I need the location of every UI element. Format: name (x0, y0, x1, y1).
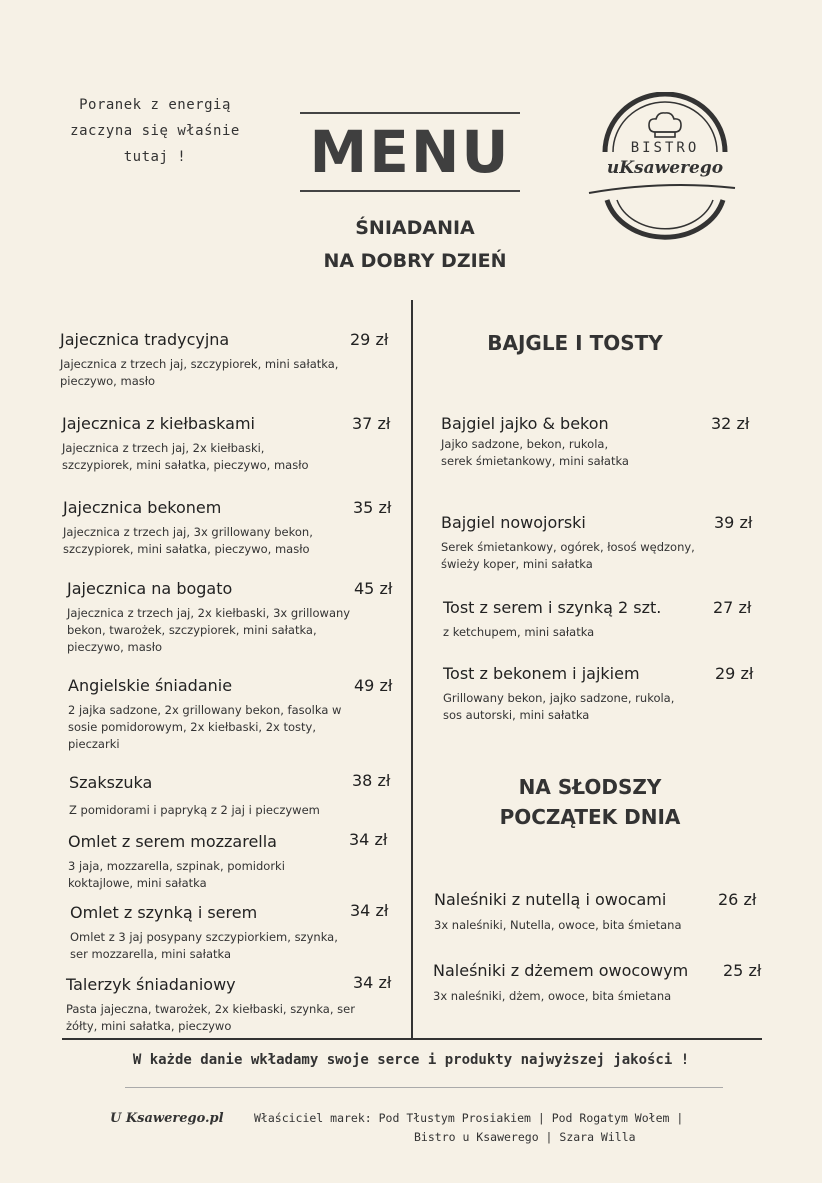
menu-item (434, 890, 764, 934)
item-description: 3x naleśniki, Nutella, owoce, bita śmietana (434, 918, 682, 932)
item-price: 34 zł (349, 830, 388, 849)
item-description: Jajecznica z trzech jaj, 3x grillowany bekon, szczypiorek, mini sałatka, pieczywo, masło (63, 525, 313, 556)
item-description: z ketchupem, mini sałatka (443, 625, 595, 639)
item-price: 32 zł (711, 414, 750, 433)
menu-item (66, 975, 396, 1035)
menu-item (443, 598, 763, 641)
item-name: Tost z bekonem i jajkiem (443, 664, 640, 683)
column-divider (411, 300, 413, 1038)
section-title: BAJGLE I TOSTY (487, 331, 663, 355)
item-name: Naleśniki z dżemem owocowym (433, 961, 689, 980)
logo-top-text: BISTRO (630, 140, 700, 156)
menu-item (69, 773, 399, 819)
section-title (470, 772, 710, 832)
owner-line: Bistro u Ksawerego | Szara Willa (414, 1130, 636, 1144)
menu-item (68, 676, 398, 753)
slogan-line: Poranek z energią (79, 97, 231, 113)
footer-divider (62, 1038, 762, 1040)
item-name: Jajecznica bekonem (63, 498, 222, 517)
menu-item (433, 961, 768, 1005)
item-description: 3x naleśniki, dżem, owoce, bita śmietana (433, 989, 672, 1003)
bistro-logo (585, 92, 745, 242)
menu-item (63, 498, 393, 558)
item-description: Serek śmietankowy, ogórek, łosoś wędzony, świeży koper, mini sałatka (441, 540, 695, 571)
item-price: 29 zł (715, 664, 754, 683)
item-price: 39 zł (714, 513, 753, 532)
website-label: U Ksawerego.pl (110, 1111, 224, 1126)
menu-item (68, 832, 398, 892)
item-price: 45 zł (354, 579, 393, 598)
item-description: Z pomidorami i papryką z 2 jaj i pieczywem (69, 803, 320, 817)
item-name: Jajecznica na bogato (67, 579, 233, 598)
subtitle-line: ŚNIADANIA (355, 217, 475, 239)
menu-item (441, 513, 761, 573)
menu-title: MENU (309, 118, 511, 186)
item-price: 25 zł (723, 961, 762, 980)
item-price: 34 zł (353, 973, 392, 992)
menu-item (60, 330, 390, 390)
item-price: 37 zł (352, 414, 391, 433)
item-name: Bajgiel jajko & bekon (441, 414, 609, 433)
menu-item (67, 579, 397, 656)
item-description: Pasta jajeczna, twarożek, 2x kiełbaski, szynka, ser żółty, mini sałatka, pieczywo (66, 1002, 355, 1033)
item-description: 3 jaja, mozzarella, szpinak, pomidorki koktajlowe, mini sałatka (68, 859, 285, 890)
item-name: Szakszuka (69, 773, 153, 792)
item-price: 27 zł (713, 598, 752, 617)
item-name: Talerzyk śniadaniowy (66, 975, 236, 994)
item-name: Omlet z szynką i serem (70, 903, 258, 922)
item-price: 38 zł (352, 771, 391, 790)
menu-subtitle (270, 212, 560, 278)
item-price: 49 zł (354, 676, 393, 695)
item-name: Naleśniki z nutellą i owocami (434, 890, 667, 909)
owner-info (254, 1109, 724, 1147)
section-title-line: POCZĄTEK DNIA (499, 805, 681, 829)
owner-line: Właściciel marek: Pod Tłustym Prosiakiem | Pod Rogatym Wołem | (254, 1111, 684, 1125)
subtitle-line: NA DOBRY DZIEŃ (323, 250, 507, 272)
menu-item (62, 414, 392, 474)
item-name: Omlet z serem mozzarella (68, 832, 277, 851)
item-description: Grillowany bekon, jajko sadzone, rukola, sos autorski, mini sałatka (443, 691, 675, 722)
item-description: Jajecznica z trzech jaj, 2x kiełbaski, 3x grillowany bekon, twarożek, szczypiorek, mini sałatka, pieczywo, masło (67, 606, 351, 654)
chef-hat-icon (649, 113, 681, 137)
item-name: Angielskie śniadanie (68, 676, 233, 695)
item-name: Jajecznica z kiełbaskami (62, 414, 255, 433)
footer-tagline: W każde danie wkładamy swoje serce i produkty najwyższej jakości ! (132, 1052, 690, 1068)
section-title-line: NA SŁODSZY (518, 775, 662, 799)
item-description: Jajko sadzone, bekon, rukola, serek śmietankowy, mini sałatka (441, 437, 629, 468)
slogan (60, 92, 250, 170)
item-description: 2 jajka sadzone, 2x grillowany bekon, fasolka w sosie pomidorowym, 2x kiełbaski, 2x tosty, pieczarki (68, 703, 342, 751)
item-description: Jajecznica z trzech jaj, 2x kiełbaski, szczypiorek, mini sałatka, pieczywo, masło (62, 441, 309, 472)
item-price: 26 zł (718, 890, 757, 909)
item-price: 35 zł (353, 498, 392, 517)
item-name: Tost z serem i szynką 2 szt. (443, 598, 662, 617)
logo-name: uKsawerego (606, 158, 724, 178)
menu-rule-bottom (300, 190, 520, 192)
menu-header (300, 112, 520, 192)
item-name: Jajecznica tradycyjna (60, 330, 230, 349)
footer-thin-divider (125, 1087, 723, 1088)
item-price: 34 zł (350, 901, 389, 920)
menu-item (443, 664, 763, 724)
menu-item (70, 903, 400, 963)
item-description: Jajecznica z trzech jaj, szczypiorek, mini sałatka, pieczywo, masło (60, 357, 339, 388)
menu-item (441, 414, 761, 470)
item-price: 29 zł (350, 330, 389, 349)
item-name: Bajgiel nowojorski (441, 513, 586, 532)
slogan-line: zaczyna się właśnie (70, 123, 240, 139)
slogan-line: tutaj ! (123, 149, 187, 165)
item-description: Omlet z 3 jaj posypany szczypiorkiem, szynka, ser mozzarella, mini sałatka (70, 930, 338, 961)
